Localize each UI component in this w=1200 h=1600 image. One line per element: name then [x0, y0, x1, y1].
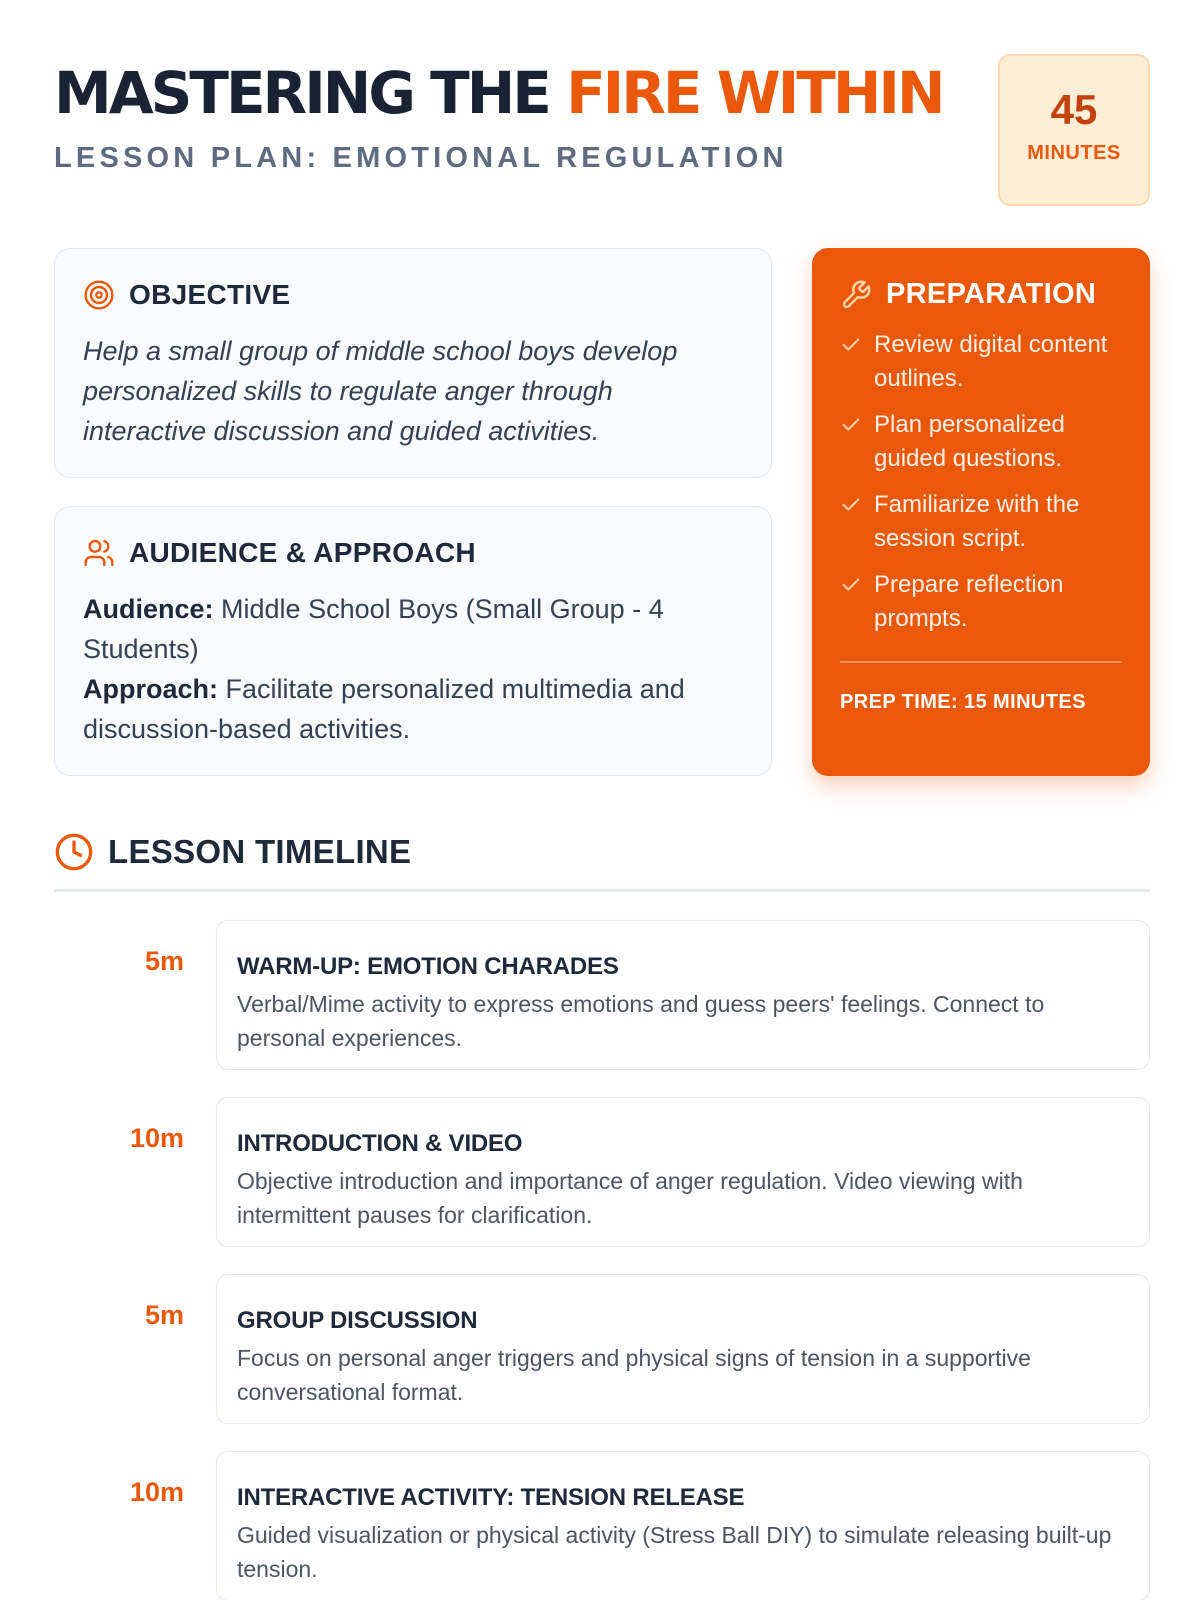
step-description: Objective introduction and importance of anger regulation. Video viewing with intermittent pauses for clarification.: [237, 1168, 1023, 1228]
check-icon: [840, 408, 874, 442]
preparation-item: [840, 408, 1130, 476]
check-icon: [840, 488, 874, 522]
check-icon: [840, 328, 874, 362]
lesson-plan-page: [54, 0, 1150, 1600]
step-card: [216, 1097, 1150, 1247]
step-minutes: 5m: [144, 946, 184, 976]
step-card: [216, 1451, 1150, 1600]
preparation-item-text: Prepare reflection prompts.: [874, 571, 1064, 632]
timeline-step: [54, 1451, 1150, 1600]
timeline-step: [54, 920, 1150, 1072]
title-main: MASTERING THE: [54, 59, 567, 127]
prep-time: PREP TIME: 15 MINUTES: [840, 691, 1086, 713]
target-icon: [83, 279, 115, 311]
preparation-item-text: Review digital content outlines.: [874, 331, 1108, 392]
step-title: INTERACTIVE ACTIVITY: TENSION RELEASE: [237, 1484, 745, 1511]
objective-text: Help a small group of middle school boys develop personalized skills to regulate anger through interactive discussion and guided activities.: [83, 336, 678, 446]
approach-label: Approach:: [83, 674, 218, 704]
duration-value: 45: [1050, 86, 1098, 133]
step-card: [216, 1274, 1150, 1424]
step-card: [216, 920, 1150, 1070]
step-title: GROUP DISCUSSION: [237, 1307, 478, 1334]
duration-badge: [998, 54, 1150, 206]
audience-value: Middle School Boys (Small Group - 4 Students): [83, 594, 664, 664]
preparation-item-text: Familiarize with the session script.: [874, 491, 1080, 552]
timeline-step: [54, 1274, 1150, 1426]
step-minutes: 10m: [129, 1123, 184, 1153]
audience-card: [54, 506, 772, 776]
approach-value: Facilitate personalized multimedia and discussion-based activities.: [83, 674, 685, 744]
timeline-step: [54, 1097, 1150, 1249]
step-description: Focus on personal anger triggers and physical signs of tension in a supportive conversational format.: [237, 1345, 1031, 1405]
preparation-item: [840, 488, 1130, 556]
objective-header: [83, 279, 290, 311]
check-icon: [840, 568, 874, 602]
step-title: WARM-UP: EMOTION CHARADES: [237, 953, 619, 980]
preparation-item: [840, 568, 1130, 636]
preparation-heading: PREPARATION: [886, 278, 1097, 310]
audience-label: Audience:: [83, 594, 214, 624]
step-minutes: 5m: [144, 1300, 184, 1330]
duration-unit: MINUTES: [1027, 142, 1121, 164]
audience-header: [83, 537, 476, 569]
objective-card: [54, 248, 772, 478]
step-minutes: 10m: [129, 1477, 184, 1507]
preparation-item: [840, 328, 1130, 396]
users-icon: [83, 537, 115, 569]
step-title: INTRODUCTION & VIDEO: [237, 1130, 523, 1157]
title-accent: FIRE WITHIN: [566, 59, 943, 127]
preparation-list: [840, 328, 1130, 648]
objective-heading: OBJECTIVE: [129, 279, 291, 310]
wrench-icon: [840, 279, 872, 311]
preparation-card: [812, 248, 1150, 776]
audience-text: [83, 589, 743, 749]
clock-icon: [54, 832, 94, 872]
step-description: Verbal/Mime activity to express emotions and guess peers' feelings. Connect to personal experiences.: [237, 991, 1045, 1051]
timeline-divider: [54, 889, 1150, 892]
preparation-header: [840, 278, 1096, 311]
audience-heading: AUDIENCE & APPROACH: [129, 537, 476, 568]
step-description: Guided visualization or physical activity (Stress Ball DIY) to simulate releasing built-up tension.: [237, 1522, 1112, 1582]
preparation-item-text: Plan personalized guided questions.: [874, 411, 1065, 472]
preparation-divider: [840, 661, 1122, 663]
page-title: [54, 58, 943, 128]
timeline-heading: LESSON TIMELINE: [108, 833, 412, 870]
timeline-header: [54, 832, 411, 872]
page-subtitle: LESSON PLAN: EMOTIONAL REGULATION: [54, 142, 788, 174]
